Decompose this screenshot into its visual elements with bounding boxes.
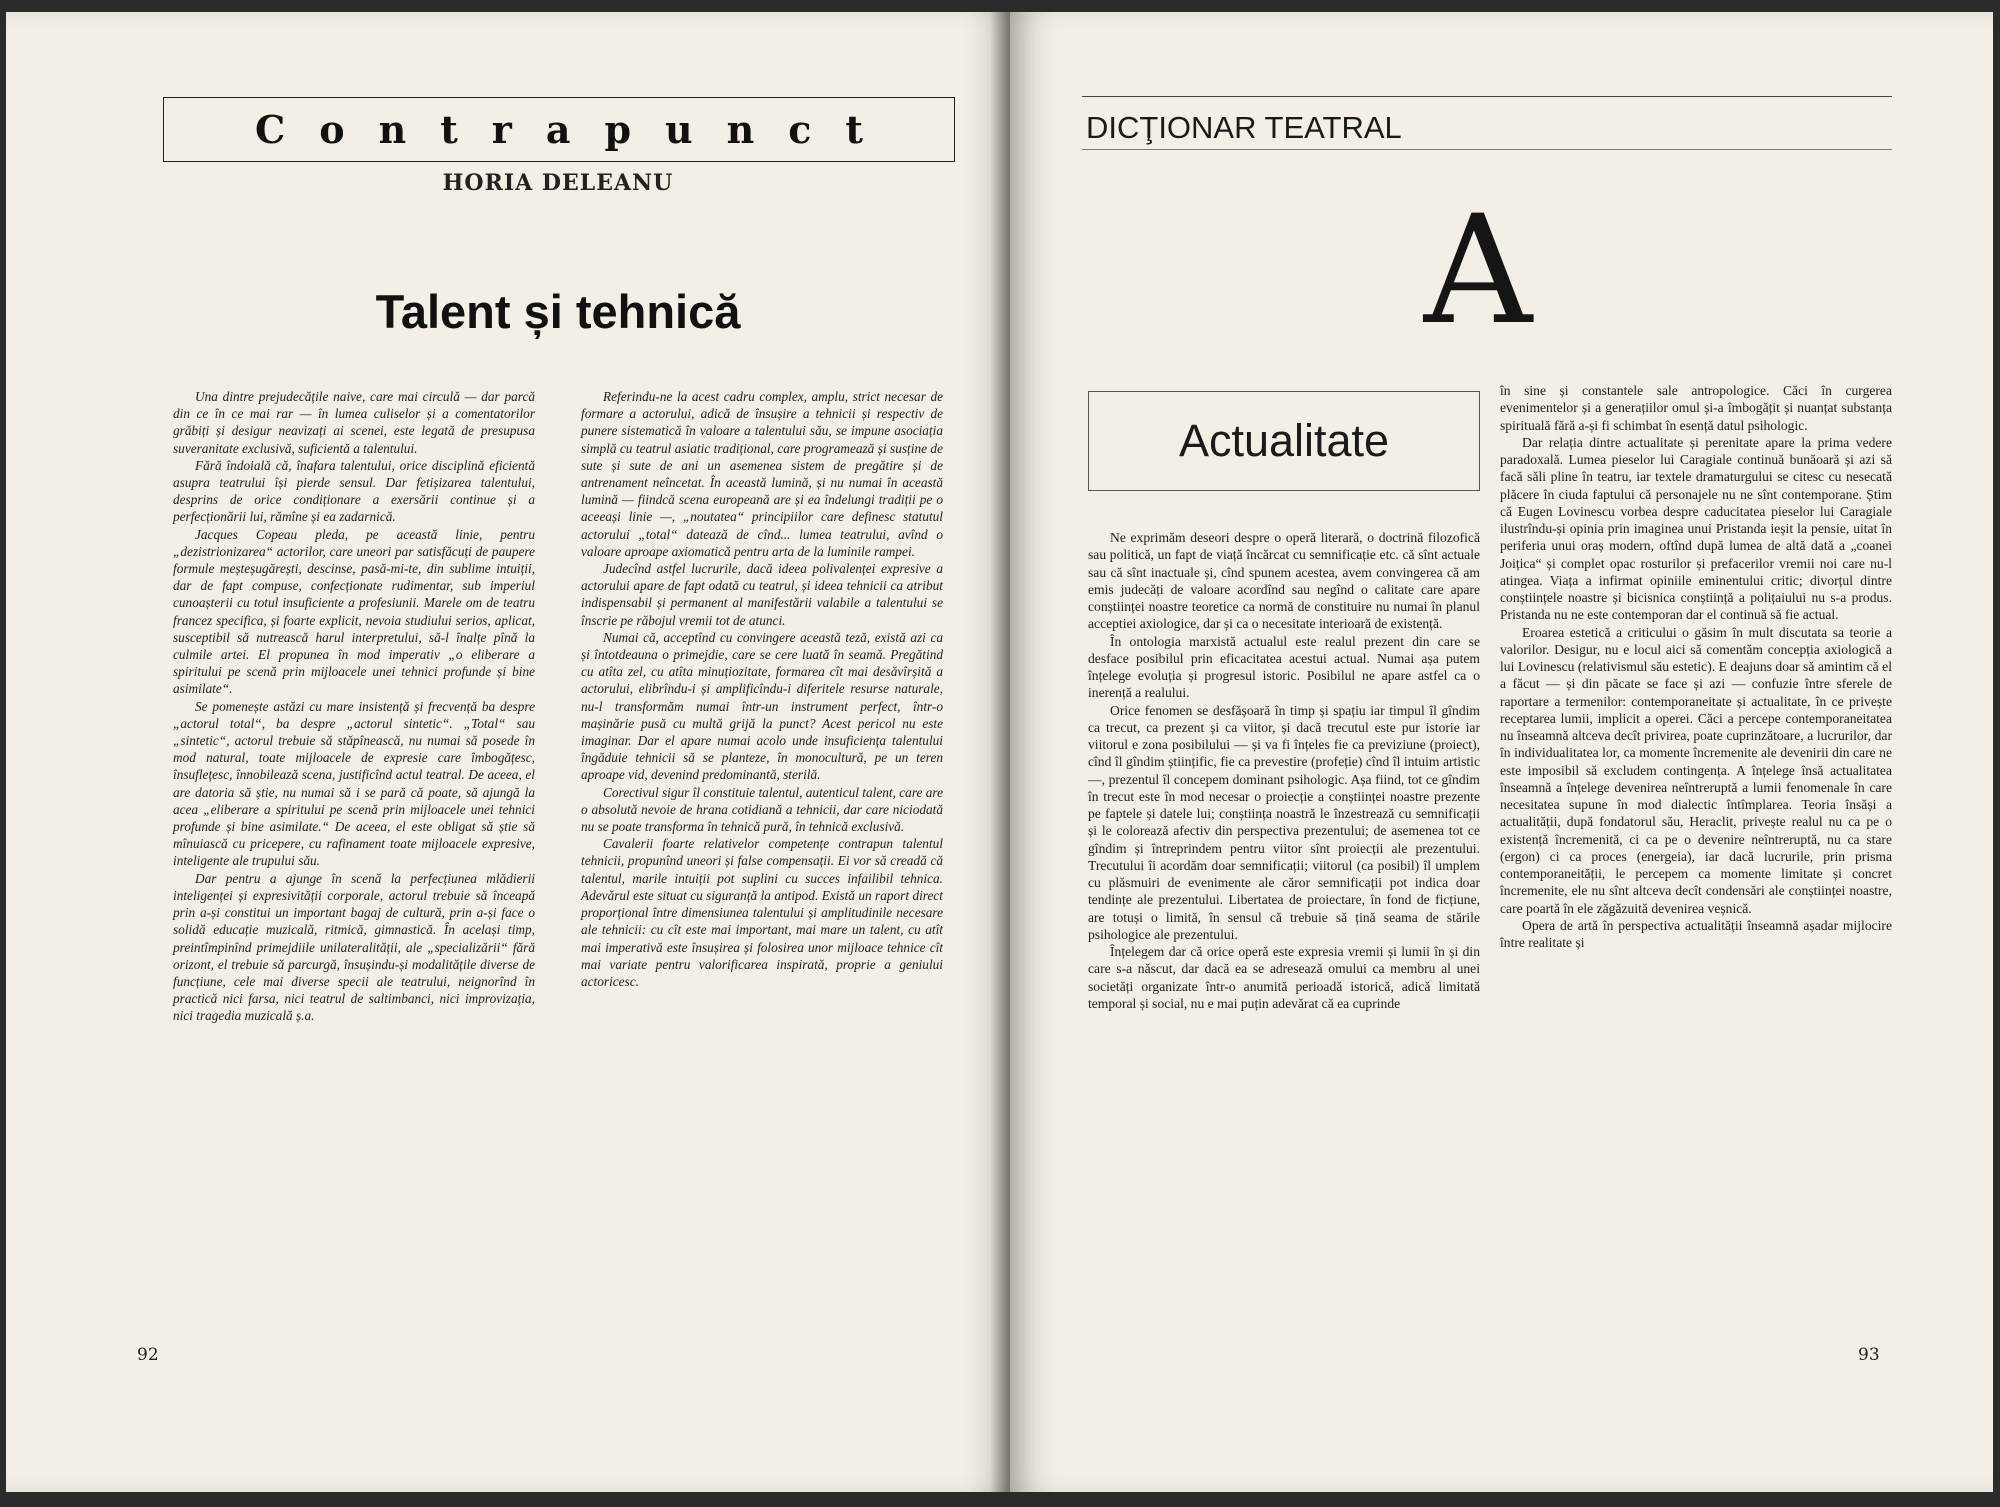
paragraph: Cavalerii foarte relativelor competențe contrapun talentul tehnicii, propunînd uneori și false compensații. Ei vor să creadă că talentul, marile intuiții pot suplini cu succes infailibil tehnica. Adevărul este situat cu siguranță la antipod. Există un raport direct proporțional între dimensiunea talentului și amplitudinile necesare ale tehnicii: cu cît este mai important, mai mare un talent, cu atît mai imperativă este însușirea și folosirea unor mijloace tehnice cît mai variate pentru valorificarea inspirată, proprie a geniului actoricesc. xyxy=(581,836,943,989)
page-number: 92 xyxy=(137,1345,159,1365)
paragraph: Referindu-ne la acest cadru complex, amplu, strict necesar de formare a actorului, adică de însușire a tehnicii și respectiv de punere sistematică în valoare a talentului său, se impune asociația simplă cu teatrul asiatic tradițional, care programează și susține de sute și sute de ani un asemenea sistem de pregătire și de antrenament neîncetat. În această lumină, și nu numai în această lumină — fiindcă scena europeană are și ea îndelungi tradiții pe o aceeași linie —, „noutatea“ principiilor care definesc statutul actorului „total“ datează de cînd... lumea teatrului, avînd o valoare aproape axiomatică pentru arta de la luminile rampei. xyxy=(581,389,943,559)
paragraph: Dar relația dintre actualitate și perenitate apare la prima vedere paradoxală. Lumea pieselor lui Caragiale continuă bunăoară și azi să facă săli pline în teatru, iar textele dramaturgului se citesc cu nesecată plăcere în ciuda faptului că personajele nu ne sînt contemporane. Știm că Eugen Lovinescu vorbea despre caducitatea pieselor lui Caragiale ilustrîndu-și opinia prin imaginea unui Pristanda ieșit la pensie, uitat în periferia unui oraș modern, oftînd după lumea de altă dată a „coanei Joițica“ și complet opac rosturilor și prefacerilor vremii noi care nu-l atingea. Viața a infirmat opiniile eminentului critic; divorțul dintre conștiințele noastre și bicisnica conștiință a polițaiului nu s-a produs. Pristanda nu ne este contemporan dar el continuă să fie actual. xyxy=(1500,434,1892,623)
term-box xyxy=(1088,391,1480,491)
paragraph: Numai că, acceptînd cu convingere această teză, există azi ca și întotdeauna o primejdie, care se cere luată în seamă. Pregătind cu atîta zel, cu atîta minuțiozitate, formarea cît mai desăvîrșită a actorului, elibrîndu-i și amplificîndu-i diferitele resurse naturale, nu-l transformăm numai într-un instrument perfect, într-o mașinărie pusă cu multă grijă la punct? Acest pericol nu este imaginar. Dar el apare numai acolo unde insuficiența talentului îngăduie tehnicii să se planteze, în monocultură, pe un teren aproape vid, devenind predominantă, sterilă. xyxy=(581,629,943,783)
svg-text:A: A xyxy=(1423,204,1533,334)
paragraph: Corectivul sigur îl constituie talentul, autenticul talent, care are o absolută nevoie de hrana cotidiană a tehnicii, dar care niciodată nu se poate transforma în tehnică pură, în tehnică exclusivă. xyxy=(581,784,943,835)
left-page xyxy=(6,12,1011,1492)
header-rule xyxy=(1082,149,1892,150)
dictionary-header: DICŢIONAR TEATRAL xyxy=(1086,110,1402,145)
right-column-2 xyxy=(1500,382,1892,951)
paragraph: Orice fenomen se desfășoară în timp și spațiu iar timpul îl gîndim ca trecut, ca prezent și ca viitor, și dacă trecutul este pur istorie iar viitorul e zona posibilului — și va fi înțeles fie ca previziune (proiect), cînd îl gîndim științific, fie ca prevestire (profeție) cînd îl intuim artistic —, prezentul îl concepem dominant psihologic. Așa fiind, tot ce gîndim în trecut este în mod necesar o proiecție a conștiinței noastre prezente pe faptele și datele lui; conștiința noastră le înzestrează cu semnificații și le colorează afectiv din perspectiva prezentului; de asemenea tot ce gîndim și întreprindem pentru viitor sînt proiecții ale prezentului. Trecutului îi acordăm doar semnificații; viitorul (ca posibil) îl umplem cu plăsmuiri de evenimente ale căror semnificații pot indica doar tendințe ale prezentului. Libertatea de proiectare, în fond de ficțiune, are totuși o limită, în sensul că trebuie să țină seama de stările psihologice ale prezentului. xyxy=(1088,702,1480,942)
left-column-1 xyxy=(173,388,535,1025)
page-number: 93 xyxy=(1858,1345,1880,1365)
paragraph: Dar pentru a ajunge în scenă la perfecțiunea mlădierii inteligenței și expresivității corporale, actorul trebuie să înceapă prin a-și constitui un important bagaj de cultură, prin a-și face o solidă educație muzicală, ritmică, gimnastică. În același timp, preintîmpinînd primejdiile unilateralității, ale „specializării“ fără orizont, el trebuie să parcurgă, însușindu-și modalitățile diverse de funcțiune, cele mai diverse specii ale teatrului, neignorînd în practică nici farsa, nici teatrul de saltimbanci, nici improvizația, nici tragedia muzicală ș.a. xyxy=(173,870,535,1024)
section-title-box xyxy=(163,97,955,162)
paragraph: Înțelegem dar că orice operă este expresia vremii și lumii în și din care s-a născut, dar dacă ea se adresează omului ca membru al unei societăți organizate într-o anumită perioadă istorică, adică limitată temporal și social, nu e mai puțin adevărat că ea cuprinde xyxy=(1088,944,1480,1011)
paragraph: în sine și constantele sale antropologice. Căci în curgerea evenimentelor și a generațiilor omul și-a îmbogățit și nuanțat substanța spirituală fără a-și fi schimbat în esență datul psihologic. xyxy=(1500,383,1892,433)
drop-letter xyxy=(1422,204,1534,334)
term-title: Actualitate xyxy=(1178,415,1390,466)
paragraph: Una dintre prejudecățile naive, care mai circulă — dar parcă din ce în ce mai rar — în lumea culiselor și a comentatorilor grăbiți și desigur neavizați ai scenei, este legată de presupusa suveranitate exclusivă, suficientă a talentului. xyxy=(173,389,535,456)
right-page xyxy=(1010,12,1993,1492)
section-title: Contrapunct xyxy=(255,107,897,152)
header-rule xyxy=(1082,96,1892,97)
paragraph: În ontologia marxistă actualul este realul prezent din care se desface posibilul prin eficacitatea acestui actual. Numai așa putem înțelege evoluția și progresul istoric. Posibilul ne apare astfel ca o inerență a realului. xyxy=(1088,633,1480,701)
paragraph: Eroarea estetică a criticului o găsim în mult discutata sa teorie a valorilor. Desigur, nu e locul aici să comentăm concepția axiologică a lui Lovinescu (relativismul său estetic). E deajuns doar să amintim că el a făcut — și din păcate se face și azi — confuzie între sferele de raportare a termenilor: contemporaneitate și actualitate, în ce privește receptarea lumii, implicit a operei. Căci a percepe contemporaneitatea nu înseamnă altceva decît privirea, poate cuprinzătoare, a lucrurilor, dar în individualitatea lor, ca momente încremenite ale devenirii din care ne este imposibil să excludem contingența. A înțelege însă actualitatea înseamnă a înțelege devenirea neîntreruptă a lumii fenomenale în care necesitatea supune în mod dialectic întîmplarea. Teoria însăși a actualității, după fondatorul său, Heraclit, privește realul nu ca pe o existență încremenită, ci ca pe o devenire neîntreruptă, nu ca stare (ergon) ci ca proces (energeia), iar dacă lucrurile, prin prisma contemporaneității, le percepem ca momente limitate și concret încremenite, ele nu sînt altceva decît condensări ale conștiinței noastre, care poartă în ele zăgăzuită devenirea veșnică. xyxy=(1500,624,1892,916)
paragraph: Se pomenește astăzi cu mare insistență și frecvență ba despre „actorul total“, ba despre „actorul sintetic“. „Total“ sau „sintetic“, actorul trebuie să stăpînească, nu numai să posede în mod natural, toate mijloacele de expresie care îmbogățesc, însuflețesc, înnobilează scena, justificînd actul teatral. De aceea, el are datoria să știe, nu numai să i se pară că poate, să ajungă la acea „eliberare a spiritului pe scenă prin mijloacele unei tehnici profunde și bine asimilate.“ De aceea, el este obligat să știe să mînuiască cu pricepere, cu rafinament toate mijloacele expresive, inteligente ale trupului său. xyxy=(173,698,535,869)
paragraph: Opera de artă în perspectiva actualității înseamnă așadar mijlocire între realitate și xyxy=(1500,917,1892,950)
article-title: Talent și tehnică xyxy=(375,285,741,338)
right-column-1 xyxy=(1088,529,1480,1012)
author-name: HORIA DELEANU xyxy=(442,170,674,196)
paragraph: Jacques Copeau pleda, pe această linie, pentru „dezistrionizarea“ actorilor, care uneori par satisfăcuți de paupere formule meșteșugărești, descinse, pasă-mi-te, din sublime intuiții, dar de fapt compuse, confecționate rudimentar, sub imperiul cunoașterii cu totul insuficiente a profesiunii. Marele om de teatru francez specifica, și foarte explicit, nevoia studiului serios, aplicat, susceptibil să nutrească harul interpretului, să-l înalțe pînă la culmile artei. El propunea în mod imperativ „o eliberare a spiritului pe scenă prin mijloacele unei tehnici profunde și bine asimilate“. xyxy=(173,526,535,697)
paragraph: Fără îndoială că, înafara talentului, orice disciplină eficientă asupra teatrului își pierde sensul. Dar fetișizarea talentului, desprins de orice condiționare a exersării continue și a perfecționării lui, rămîne și ea zadarnică. xyxy=(173,457,535,525)
paragraph: Judecînd astfel lucrurile, dacă ideea polivalenței expresive a actorului apare de fapt odată cu teatrul, și ideea tehnicii ca atribut indispensabil și permanent al manifestării valabile a talentului se înscrie pe răbojul vremii tot de atunci. xyxy=(581,561,943,628)
paragraph: Ne exprimăm deseori despre o operă literară, o doctrină filozofică sau politică, un fapt de viață încărcat cu semnificație etc. că sînt actuale sau că sînt inactuale și, cînd spunem acestea, avem convingerea că am emis judecăți de valoare acordînd sau negînd o calitate care apare conștiinței noastre teoretice ca normă de constituire nu numai în planul acceptiei axiologice, dar și ca o necesitate interioară de existență. xyxy=(1088,530,1480,632)
left-column-2 xyxy=(581,388,943,990)
